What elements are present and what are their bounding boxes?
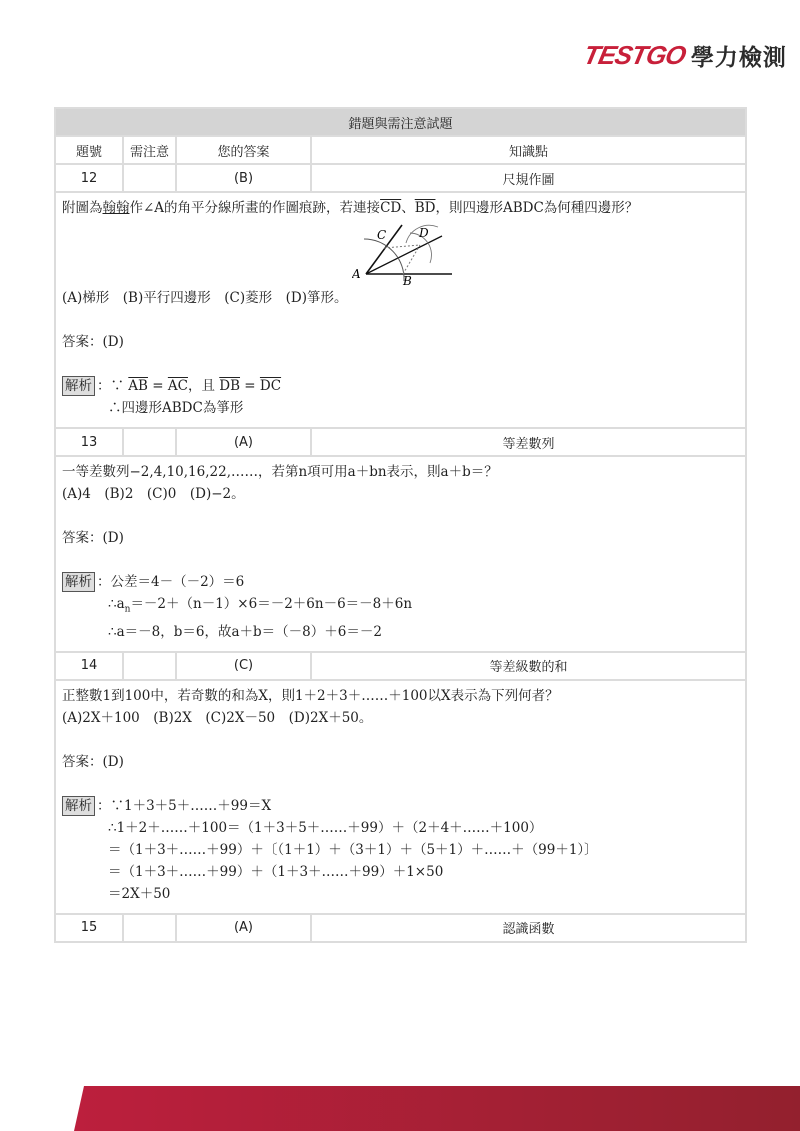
svg-text:B: B — [403, 274, 412, 287]
svg-text:D: D — [419, 226, 429, 240]
question-number: 15 — [55, 914, 123, 942]
answer-options: (A)4 (B)2 (C)0 (D)−2。 — [62, 486, 245, 502]
question-number: 14 — [55, 652, 123, 680]
question-number: 12 — [55, 164, 123, 192]
table-header-row — [55, 136, 746, 164]
correct-answer: 答案：(D) — [62, 530, 124, 546]
your-answer: (A) — [176, 914, 311, 942]
attention-cell — [123, 914, 176, 942]
header-your-answer: 您的答案 — [176, 136, 311, 164]
question-content-row — [55, 192, 746, 428]
correct-answer: 答案：(D) — [62, 334, 124, 350]
question-number: 13 — [55, 428, 123, 456]
analysis-line: ∴1＋2＋……＋100＝（1＋3＋5＋……＋99）＋（2＋4＋……＋100） — [108, 819, 543, 836]
header-knowledge: 知識點 — [311, 136, 746, 164]
analysis-line: ＝2X＋50 — [108, 885, 171, 902]
footer-decorative-bar — [0, 1086, 800, 1131]
your-answer: (A) — [176, 428, 311, 456]
testgo-logo-mark: TESTGO — [580, 39, 689, 70]
answer-options: (A)梯形 (B)平行四邊形 (C)菱形 (D)箏形。 — [62, 290, 348, 306]
analysis-line: 解析 ：∵ $\overline{AB} = \overline{AC}$，且 $\overline{DB} = \overline{DC}$ — [62, 375, 739, 397]
wrong-questions-table — [54, 107, 747, 943]
brand-title: 學力檢測 — [690, 44, 787, 71]
knowledge-point: 認識函數 — [311, 914, 746, 942]
knowledge-point: 尺規作圖 — [311, 164, 746, 192]
analysis-label: 解析 — [62, 376, 95, 396]
correct-answer: 答案：(D) — [62, 753, 124, 770]
analysis-line: ＝（1＋3＋……＋99）＋（1＋3＋……＋99）＋1×50 — [108, 863, 444, 880]
table-row — [55, 164, 746, 192]
table-row — [55, 914, 746, 942]
knowledge-point: 等差數列 — [311, 428, 746, 456]
answer-options: (A)2X＋100 (B)2X (C)2X－50 (D)2X＋50。 — [62, 709, 373, 726]
your-answer: (C) — [176, 652, 311, 680]
header-number: 題號 — [55, 136, 123, 164]
table-row — [55, 652, 746, 680]
table-title-row — [55, 108, 746, 136]
attention-cell — [123, 428, 176, 456]
your-answer: (B) — [176, 164, 311, 192]
question-content-row — [55, 680, 746, 914]
question-content-row — [55, 456, 746, 652]
question-content — [55, 192, 746, 428]
question-text: 一等差數列−2,4,10,16,22,……，若第n項可用a＋bn表示，則a＋b＝？ — [62, 464, 498, 480]
analysis-label: 解析 — [62, 796, 95, 816]
question-text: 附圖為翰翰作∠A的角平分線所畫的作圖痕跡，若連接$\overline{CD}$、$\overline{BD}$，則四邊形ABDC為何種四邊形？ — [62, 200, 639, 216]
svg-text:A: A — [352, 267, 361, 281]
svg-text:C: C — [377, 228, 387, 242]
analysis-line: ∴四邊形ABDC為箏形 — [108, 400, 244, 416]
analysis-label: 解析 — [62, 572, 95, 592]
analysis-line: $\therefore a_n=-2+(n-1)\times 6=-2+6n-6=-8+6n$ — [108, 596, 413, 615]
question-content — [55, 456, 746, 652]
analysis-line: 解析 ：∵1＋3＋5＋……＋99＝X — [62, 795, 739, 817]
brand-logo — [580, 38, 787, 72]
attention-cell — [123, 164, 176, 192]
question-content — [55, 680, 746, 914]
knowledge-point: 等差級數的和 — [311, 652, 746, 680]
analysis-line: ＝（1＋3＋……＋99）＋〔（1＋1）＋（3＋1）＋（5＋1）＋……＋（99＋1）〕 — [108, 841, 598, 858]
table-title: 錯題與需注意試題 — [55, 108, 746, 136]
attention-cell — [123, 652, 176, 680]
table-row — [55, 428, 746, 456]
question-text: 正整數1到100中，若奇數的和為X，則1＋2＋3＋……＋100以X表示為下列何者？ — [62, 687, 559, 704]
analysis-line: ∴a＝－8，b＝6，故a＋b＝（－8）＋6＝－2 — [108, 623, 382, 640]
analysis-line: 解析 ：公差＝4－（－2）＝6 — [62, 571, 739, 593]
angle-bisector-figure — [352, 221, 452, 287]
header-attention: 需注意 — [123, 136, 176, 164]
